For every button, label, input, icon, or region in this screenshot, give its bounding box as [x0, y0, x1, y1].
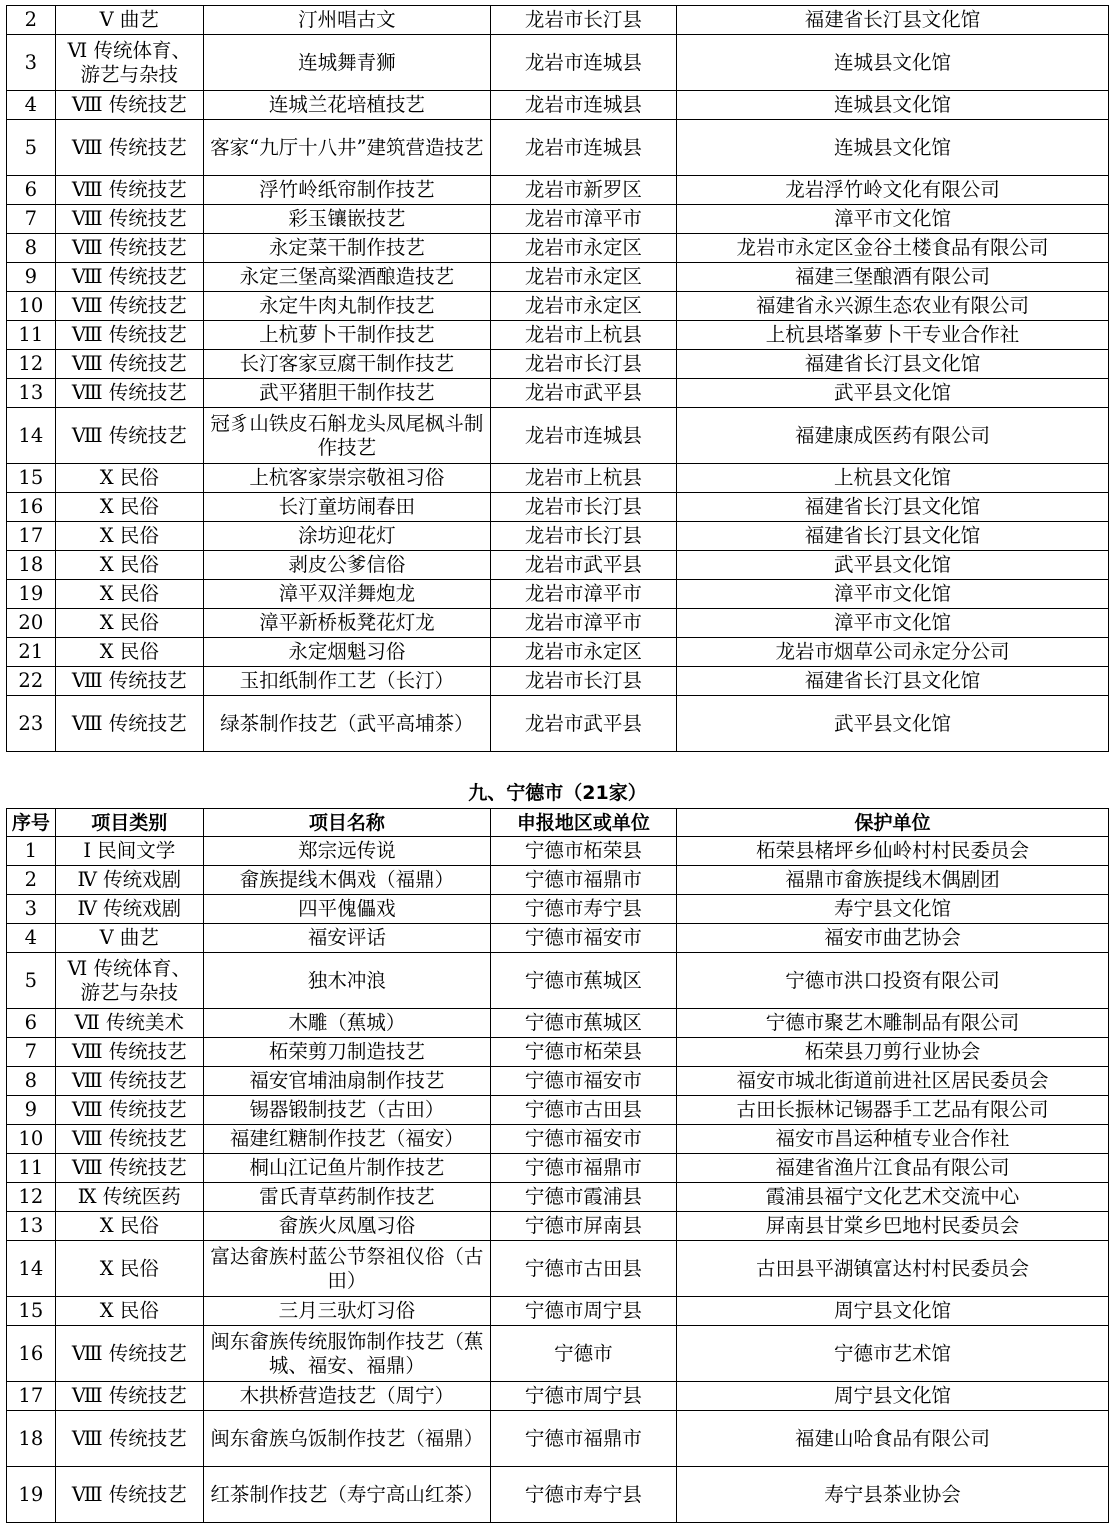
cell-region: 龙岩市永定区 — [490, 638, 676, 667]
cell-serial: 9 — [7, 263, 56, 292]
ningde-heritage-table — [6, 808, 1109, 1523]
cell-region: 龙岩市永定区 — [490, 263, 676, 292]
cell-project-name: 独木冲浪 — [203, 953, 490, 1009]
cell-region: 龙岩市长汀县 — [490, 522, 676, 551]
cell-project-name: 富达畲族村蓝公节祭祖仪俗（古田） — [203, 1241, 490, 1297]
cell-region: 宁德市古田县 — [490, 1096, 676, 1125]
cell-serial: 6 — [7, 1009, 56, 1038]
cell-serial: 16 — [7, 1326, 56, 1382]
cell-project-name: 柘荣剪刀制造技艺 — [203, 1038, 490, 1067]
section-title: 九、宁德市（21家） — [468, 782, 647, 804]
table-row — [7, 1241, 1109, 1297]
table-row — [7, 464, 1109, 493]
cell-project-name: 连城兰花培植技艺 — [203, 91, 490, 120]
cell-protection-unit: 福建省永兴源生态农业有限公司 — [677, 292, 1109, 321]
cell-project-name: 永定三堡高粱酒酿造技艺 — [203, 263, 490, 292]
cell-serial: 12 — [7, 350, 56, 379]
cell-serial: 8 — [7, 234, 56, 263]
cell-protection-unit: 福安市曲艺协会 — [677, 924, 1109, 953]
table-row — [7, 205, 1109, 234]
cell-category: Ⅷ 传统技艺 — [55, 1411, 203, 1467]
cell-region: 龙岩市上杭县 — [490, 464, 676, 493]
cell-serial: 16 — [7, 493, 56, 522]
cell-region: 宁德市蕉城区 — [490, 1009, 676, 1038]
cell-protection-unit: 连城县文化馆 — [677, 35, 1109, 91]
cell-category: Ⅹ 民俗 — [55, 493, 203, 522]
cell-category: Ⅹ 民俗 — [55, 609, 203, 638]
cell-protection-unit: 宁德市聚艺木雕制品有限公司 — [677, 1009, 1109, 1038]
table-row — [7, 263, 1109, 292]
cell-project-name: 郑宗远传说 — [203, 837, 490, 866]
cell-project-name: 上杭客家崇宗敬祖习俗 — [203, 464, 490, 493]
cell-protection-unit: 龙岩市永定区金谷土楼食品有限公司 — [677, 234, 1109, 263]
cell-region: 龙岩市漳平市 — [490, 609, 676, 638]
cell-region: 宁德市福鼎市 — [490, 866, 676, 895]
cell-project-name: 畲族提线木偶戏（福鼎） — [203, 866, 490, 895]
cell-category: Ⅳ 传统戏剧 — [55, 895, 203, 924]
cell-region: 龙岩市永定区 — [490, 292, 676, 321]
cell-project-name: 上杭萝卜干制作技艺 — [203, 321, 490, 350]
table-row — [7, 1297, 1109, 1326]
table-row — [7, 924, 1109, 953]
table-row — [7, 379, 1109, 408]
table-header-row — [7, 809, 1109, 837]
cell-protection-unit: 武平县文化馆 — [677, 696, 1109, 752]
table-row — [7, 1038, 1109, 1067]
ningde-table-body — [7, 837, 1109, 1523]
cell-protection-unit: 周宁县文化馆 — [677, 1382, 1109, 1411]
cell-serial: 11 — [7, 1154, 56, 1183]
cell-project-name: 桐山江记鱼片制作技艺 — [203, 1154, 490, 1183]
cell-project-name: 长汀童坊闹春田 — [203, 493, 490, 522]
cell-protection-unit: 龙岩市烟草公司永定分公司 — [677, 638, 1109, 667]
cell-category: Ⅴ 曲艺 — [55, 6, 203, 35]
cell-project-name: 浮竹岭纸帘制作技艺 — [203, 176, 490, 205]
table-row — [7, 866, 1109, 895]
cell-project-name: 连城舞青狮 — [203, 35, 490, 91]
cell-protection-unit: 福建省长汀县文化馆 — [677, 6, 1109, 35]
cell-project-name: 福安评话 — [203, 924, 490, 953]
cell-region: 宁德市福安市 — [490, 924, 676, 953]
cell-protection-unit: 福建省长汀县文化馆 — [677, 667, 1109, 696]
cell-category: Ⅷ 传统技艺 — [55, 379, 203, 408]
table-row — [7, 1125, 1109, 1154]
cell-protection-unit: 屏南县甘棠乡巴地村民委员会 — [677, 1212, 1109, 1241]
cell-category: Ⅷ 传统技艺 — [55, 1154, 203, 1183]
cell-category: Ⅷ 传统技艺 — [55, 1125, 203, 1154]
header-protection-unit: 保护单位 — [677, 809, 1109, 837]
cell-region: 龙岩市连城县 — [490, 408, 676, 464]
cell-protection-unit: 柘荣县楮坪乡仙岭村村民委员会 — [677, 837, 1109, 866]
cell-protection-unit: 上杭县塔峯萝卜干专业合作社 — [677, 321, 1109, 350]
longyan-heritage-table — [6, 5, 1109, 752]
cell-protection-unit: 漳平市文化馆 — [677, 205, 1109, 234]
cell-project-name: 永定牛肉丸制作技艺 — [203, 292, 490, 321]
cell-serial: 19 — [7, 1467, 56, 1523]
cell-category: Ⅷ 传统技艺 — [55, 234, 203, 263]
cell-protection-unit: 福建省长汀县文化馆 — [677, 493, 1109, 522]
cell-serial: 23 — [7, 696, 56, 752]
cell-protection-unit: 漳平市文化馆 — [677, 580, 1109, 609]
cell-region: 龙岩市连城县 — [490, 91, 676, 120]
cell-serial: 10 — [7, 1125, 56, 1154]
cell-serial: 15 — [7, 464, 56, 493]
table-row — [7, 1067, 1109, 1096]
cell-protection-unit: 漳平市文化馆 — [677, 609, 1109, 638]
cell-region: 宁德市周宁县 — [490, 1297, 676, 1326]
table-row — [7, 667, 1109, 696]
cell-serial: 19 — [7, 580, 56, 609]
cell-serial: 7 — [7, 1038, 56, 1067]
table-row — [7, 1326, 1109, 1382]
table-row — [7, 1009, 1109, 1038]
cell-project-name: 锡器锻制技艺（古田） — [203, 1096, 490, 1125]
header-project-name: 项目名称 — [203, 809, 490, 837]
table-row — [7, 35, 1109, 91]
cell-region: 宁德市寿宁县 — [490, 895, 676, 924]
table-row — [7, 580, 1109, 609]
cell-protection-unit: 龙岩浮竹岭文化有限公司 — [677, 176, 1109, 205]
cell-category: Ⅷ 传统技艺 — [55, 120, 203, 176]
cell-serial: 14 — [7, 408, 56, 464]
table-row — [7, 176, 1109, 205]
table-row — [7, 6, 1109, 35]
cell-category: Ⅹ 民俗 — [55, 1212, 203, 1241]
cell-region: 龙岩市长汀县 — [490, 6, 676, 35]
cell-protection-unit: 福建康成医药有限公司 — [677, 408, 1109, 464]
table-row — [7, 1154, 1109, 1183]
cell-project-name: 福安官埔油扇制作技艺 — [203, 1067, 490, 1096]
cell-category: Ⅹ 民俗 — [55, 1297, 203, 1326]
cell-region: 龙岩市连城县 — [490, 35, 676, 91]
cell-serial: 9 — [7, 1096, 56, 1125]
cell-project-name: 漳平新桥板凳花灯龙 — [203, 609, 490, 638]
cell-region: 龙岩市连城县 — [490, 120, 676, 176]
cell-serial: 22 — [7, 667, 56, 696]
cell-serial: 18 — [7, 551, 56, 580]
cell-serial: 14 — [7, 1241, 56, 1297]
cell-category: Ⅶ 传统美术 — [55, 1009, 203, 1038]
cell-protection-unit: 武平县文化馆 — [677, 551, 1109, 580]
cell-project-name: 永定烟魁习俗 — [203, 638, 490, 667]
cell-protection-unit: 福鼎市畲族提线木偶剧团 — [677, 866, 1109, 895]
cell-serial: 5 — [7, 120, 56, 176]
cell-project-name: 闽东畲族乌饭制作技艺（福鼎） — [203, 1411, 490, 1467]
cell-category: Ⅷ 传统技艺 — [55, 1067, 203, 1096]
cell-project-name: 漳平双洋舞炮龙 — [203, 580, 490, 609]
table-row — [7, 1411, 1109, 1467]
cell-project-name: 客家“九厅十八井”建筑营造技艺 — [203, 120, 490, 176]
cell-category: Ⅵ 传统体育、游艺与杂技 — [55, 35, 203, 91]
cell-category: Ⅷ 传统技艺 — [55, 1038, 203, 1067]
table-row — [7, 120, 1109, 176]
header-region: 申报地区或单位 — [490, 809, 676, 837]
table-row — [7, 522, 1109, 551]
cell-serial: 3 — [7, 35, 56, 91]
header-category: 项目类别 — [55, 809, 203, 837]
cell-region: 龙岩市武平县 — [490, 551, 676, 580]
cell-protection-unit: 武平县文化馆 — [677, 379, 1109, 408]
cell-protection-unit: 福安市城北街道前进社区居民委员会 — [677, 1067, 1109, 1096]
table-row — [7, 1212, 1109, 1241]
cell-region: 龙岩市长汀县 — [490, 350, 676, 379]
cell-category: Ⅷ 传统技艺 — [55, 1382, 203, 1411]
cell-category: Ⅷ 传统技艺 — [55, 263, 203, 292]
table-row — [7, 609, 1109, 638]
cell-serial: 18 — [7, 1411, 56, 1467]
cell-category: Ⅷ 传统技艺 — [55, 292, 203, 321]
cell-region: 宁德市屏南县 — [490, 1212, 676, 1241]
cell-protection-unit: 福建省长汀县文化馆 — [677, 350, 1109, 379]
cell-project-name: 武平猪胆干制作技艺 — [203, 379, 490, 408]
cell-serial: 15 — [7, 1297, 56, 1326]
cell-protection-unit: 柘荣县刀剪行业协会 — [677, 1038, 1109, 1067]
cell-serial: 2 — [7, 866, 56, 895]
cell-protection-unit: 宁德市洪口投资有限公司 — [677, 953, 1109, 1009]
cell-protection-unit: 宁德市艺术馆 — [677, 1326, 1109, 1382]
cell-category: Ⅷ 传统技艺 — [55, 205, 203, 234]
cell-category: Ⅳ 传统戏剧 — [55, 866, 203, 895]
cell-serial: 20 — [7, 609, 56, 638]
table-row — [7, 493, 1109, 522]
cell-protection-unit: 古田长振林记锡器手工艺品有限公司 — [677, 1096, 1109, 1125]
cell-project-name: 福建红糖制作技艺（福安） — [203, 1125, 490, 1154]
cell-protection-unit: 福建省长汀县文化馆 — [677, 522, 1109, 551]
cell-serial: 1 — [7, 837, 56, 866]
table-row — [7, 953, 1109, 1009]
cell-region: 龙岩市长汀县 — [490, 493, 676, 522]
longyan-table-body — [7, 6, 1109, 752]
cell-project-name: 四平傀儡戏 — [203, 895, 490, 924]
table-row — [7, 696, 1109, 752]
cell-protection-unit: 上杭县文化馆 — [677, 464, 1109, 493]
cell-region: 宁德市 — [490, 1326, 676, 1382]
cell-protection-unit: 寿宁县茶业协会 — [677, 1467, 1109, 1523]
table-row — [7, 234, 1109, 263]
cell-region: 宁德市柘荣县 — [490, 1038, 676, 1067]
cell-project-name: 彩玉镶嵌技艺 — [203, 205, 490, 234]
cell-region: 龙岩市新罗区 — [490, 176, 676, 205]
table-row — [7, 1382, 1109, 1411]
cell-protection-unit: 连城县文化馆 — [677, 120, 1109, 176]
cell-project-name: 木雕（蕉城） — [203, 1009, 490, 1038]
cell-protection-unit: 福建山哈食品有限公司 — [677, 1411, 1109, 1467]
cell-serial: 13 — [7, 379, 56, 408]
table-row — [7, 1467, 1109, 1523]
cell-protection-unit: 古田县平湖镇富达村村民委员会 — [677, 1241, 1109, 1297]
cell-region: 龙岩市武平县 — [490, 696, 676, 752]
cell-project-name: 玉扣纸制作工艺（长汀） — [203, 667, 490, 696]
cell-region: 宁德市福安市 — [490, 1067, 676, 1096]
cell-region: 龙岩市漳平市 — [490, 205, 676, 234]
cell-serial: 3 — [7, 895, 56, 924]
cell-project-name: 长汀客家豆腐干制作技艺 — [203, 350, 490, 379]
cell-project-name: 冠豸山铁皮石斛龙头凤尾枫斗制作技艺 — [203, 408, 490, 464]
cell-protection-unit: 福建三堡酿酒有限公司 — [677, 263, 1109, 292]
cell-region: 龙岩市上杭县 — [490, 321, 676, 350]
cell-serial: 6 — [7, 176, 56, 205]
cell-serial: 12 — [7, 1183, 56, 1212]
cell-project-name: 红茶制作技艺（寿宁高山红茶） — [203, 1467, 490, 1523]
cell-category: Ⅷ 传统技艺 — [55, 696, 203, 752]
cell-project-name: 剥皮公爹信俗 — [203, 551, 490, 580]
table-row — [7, 350, 1109, 379]
cell-serial: 21 — [7, 638, 56, 667]
cell-region: 宁德市福鼎市 — [490, 1411, 676, 1467]
cell-project-name: 永定菜干制作技艺 — [203, 234, 490, 263]
cell-region: 宁德市寿宁县 — [490, 1467, 676, 1523]
cell-serial: 2 — [7, 6, 56, 35]
table-row — [7, 321, 1109, 350]
cell-protection-unit: 周宁县文化馆 — [677, 1297, 1109, 1326]
cell-category: Ⅷ 传统技艺 — [55, 1467, 203, 1523]
cell-serial: 4 — [7, 924, 56, 953]
cell-serial: 17 — [7, 1382, 56, 1411]
cell-category: Ⅹ 民俗 — [55, 638, 203, 667]
cell-region: 龙岩市长汀县 — [490, 667, 676, 696]
cell-category: Ⅹ 民俗 — [55, 522, 203, 551]
cell-project-name: 闽东畲族传统服饰制作技艺（蕉城、福安、福鼎） — [203, 1326, 490, 1382]
cell-region: 宁德市霞浦县 — [490, 1183, 676, 1212]
cell-serial: 10 — [7, 292, 56, 321]
cell-category: Ⅴ 曲艺 — [55, 924, 203, 953]
cell-region: 宁德市福鼎市 — [490, 1154, 676, 1183]
cell-serial: 11 — [7, 321, 56, 350]
header-serial: 序号 — [7, 809, 56, 837]
cell-category: Ⅹ 民俗 — [55, 580, 203, 609]
cell-project-name: 三月三驮灯习俗 — [203, 1297, 490, 1326]
cell-category: Ⅷ 传统技艺 — [55, 667, 203, 696]
table-row — [7, 895, 1109, 924]
cell-category: Ⅷ 传统技艺 — [55, 408, 203, 464]
table-row — [7, 292, 1109, 321]
cell-category: Ⅵ 传统体育、游艺与杂技 — [55, 953, 203, 1009]
cell-category: Ⅷ 传统技艺 — [55, 1326, 203, 1382]
cell-category: Ⅸ 传统医药 — [55, 1183, 203, 1212]
cell-project-name: 木拱桥营造技艺（周宁） — [203, 1382, 490, 1411]
table-row — [7, 1096, 1109, 1125]
cell-region: 宁德市蕉城区 — [490, 953, 676, 1009]
cell-serial: 17 — [7, 522, 56, 551]
cell-project-name: 雷氏青草药制作技艺 — [203, 1183, 490, 1212]
cell-protection-unit: 连城县文化馆 — [677, 91, 1109, 120]
cell-protection-unit: 福安市昌运种植专业合作社 — [677, 1125, 1109, 1154]
table-row — [7, 1183, 1109, 1212]
cell-serial: 7 — [7, 205, 56, 234]
cell-category: Ⅷ 传统技艺 — [55, 1096, 203, 1125]
cell-category: Ⅷ 传统技艺 — [55, 176, 203, 205]
cell-category: Ⅹ 民俗 — [55, 551, 203, 580]
cell-category: Ⅷ 传统技艺 — [55, 91, 203, 120]
table-row — [7, 551, 1109, 580]
cell-region: 宁德市福安市 — [490, 1125, 676, 1154]
cell-category: Ⅹ 民俗 — [55, 464, 203, 493]
cell-protection-unit: 寿宁县文化馆 — [677, 895, 1109, 924]
cell-protection-unit: 霞浦县福宁文化艺术交流中心 — [677, 1183, 1109, 1212]
cell-category: Ⅷ 传统技艺 — [55, 321, 203, 350]
cell-project-name: 涂坊迎花灯 — [203, 522, 490, 551]
cell-region: 龙岩市漳平市 — [490, 580, 676, 609]
table-row — [7, 837, 1109, 866]
cell-serial: 13 — [7, 1212, 56, 1241]
cell-serial: 8 — [7, 1067, 56, 1096]
cell-project-name: 绿茶制作技艺（武平高埔茶） — [203, 696, 490, 752]
table-row — [7, 638, 1109, 667]
table-row — [7, 408, 1109, 464]
cell-region: 龙岩市武平县 — [490, 379, 676, 408]
cell-region: 宁德市古田县 — [490, 1241, 676, 1297]
cell-region: 宁德市周宁县 — [490, 1382, 676, 1411]
cell-region: 宁德市柘荣县 — [490, 837, 676, 866]
cell-category: Ⅹ 民俗 — [55, 1241, 203, 1297]
table-row — [7, 91, 1109, 120]
cell-category: Ⅰ 民间文学 — [55, 837, 203, 866]
cell-project-name: 汀州唱古文 — [203, 6, 490, 35]
cell-project-name: 畲族火凤凰习俗 — [203, 1212, 490, 1241]
cell-serial: 4 — [7, 91, 56, 120]
cell-serial: 5 — [7, 953, 56, 1009]
cell-category: Ⅷ 传统技艺 — [55, 350, 203, 379]
cell-region: 龙岩市永定区 — [490, 234, 676, 263]
cell-protection-unit: 福建省渔片江食品有限公司 — [677, 1154, 1109, 1183]
